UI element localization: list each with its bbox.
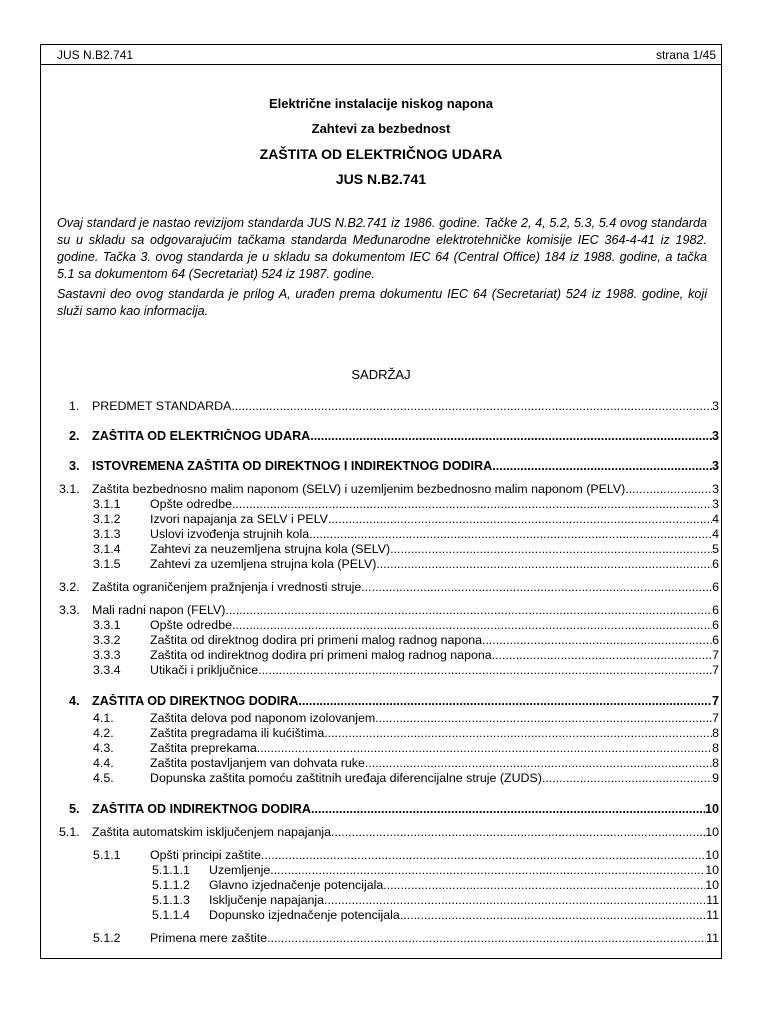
toc-page: 3 — [712, 399, 719, 413]
toc-title: Zaštita bezbednosno malim naponom (SELV) i uzemljenim bezbednosno malim naponom (PELV) — [92, 482, 626, 496]
toc-title: ISTOVREMENA ZAŠTITA OD DIREKTNOG I INDIREKTNOG DODIRA — [92, 459, 493, 473]
toc-page: 6 — [712, 557, 719, 571]
toc-title: Zahtevi za neuzemljena strujna kola (SELV) — [150, 542, 391, 556]
standard-code: JUS N.B2.741 — [57, 48, 134, 62]
toc-title: Zaštita pregradama ili kućištima — [150, 726, 325, 740]
toc-num: 4.2. — [93, 726, 114, 740]
toc-page: 7 — [712, 648, 719, 662]
toc-page: 6 — [712, 618, 719, 632]
toc-num: 5.1. — [59, 825, 80, 839]
toc-num: 5.1.1.4 — [152, 908, 190, 922]
toc-num: 3. — [69, 459, 80, 473]
toc-title: Zaštita delova pod naponom izolovanjem — [150, 711, 376, 725]
toc-page: 4 — [712, 527, 719, 541]
toc-title: Zaštita od indirektnog dodira pri primeni malog radnog napona — [150, 648, 492, 662]
toc-title: Zaštita ograničenjem pražnjenja i vrednosti struje — [92, 580, 362, 594]
page-header — [41, 45, 721, 65]
toc-page: 11 — [706, 908, 719, 922]
toc-num: 3.1.4 — [93, 542, 121, 556]
toc-title: Dopunsko izjednačenje potencijala — [209, 908, 400, 922]
title-line-2: Zahtevi za bezbednost — [311, 121, 451, 136]
toc-num: 5.1.1 — [93, 848, 121, 862]
toc-title: Uzemljenje — [209, 863, 271, 877]
toc-page: 10 — [705, 825, 719, 839]
toc-num: 3.1.2 — [93, 512, 121, 526]
title-line-3: ZAŠTITA OD ELEKTRIČNOG UDARA — [259, 146, 503, 162]
toc-title: Primena mere zaštite — [150, 931, 268, 945]
toc-num: 3.2. — [59, 580, 80, 594]
toc-page: 10 — [705, 878, 719, 892]
toc-num: 5. — [69, 802, 80, 816]
toc-page: 6 — [712, 603, 719, 617]
toc-title: Zaštita automatskim isključenjem napajanja — [92, 825, 331, 839]
toc-num: 3.3. — [59, 603, 80, 617]
toc-page: 8 — [712, 726, 719, 740]
toc-page: 9 — [712, 771, 719, 785]
toc-num: 1. — [69, 399, 80, 413]
toc-page: 5 — [712, 542, 719, 556]
intro-paragraph-2: Sastavni deo ovog standarda je prilog A, urađen prema dokumentu IEC 64 (Secretariat) 524 iz 1988. godine, koji služi samo kao informacija. — [57, 287, 707, 318]
toc-page: 8 — [712, 741, 719, 755]
toc-title: Zaštita postavljanjem van dohvata ruke — [150, 756, 365, 770]
title-line-4: JUS N.B2.741 — [335, 171, 427, 187]
toc-title: ZAŠTITA OD ELEKTRIČNOG UDARA — [92, 429, 311, 443]
toc-heading: SADRŽAJ — [351, 367, 411, 382]
toc-page: 7 — [711, 694, 719, 708]
toc-title: Isključenje napajanja — [209, 893, 325, 907]
toc-num: 4.1. — [93, 711, 114, 725]
toc-title: Opšte odredbe — [150, 618, 232, 632]
toc-num: 3.3.3 — [93, 648, 121, 662]
toc-title: Zaštita preprekama — [150, 741, 257, 755]
toc-num: 4.3. — [93, 741, 114, 755]
toc-page: 7 — [712, 663, 719, 677]
toc-page: 6 — [712, 580, 719, 594]
toc-num: 3.3.4 — [93, 663, 121, 677]
page-number: strana 1/45 — [655, 48, 716, 62]
toc-title: Dopunska zaštita pomoću zaštitnih uređaja diferencijalne struje (ZUDS) — [150, 771, 542, 785]
toc-title: Glavno izjednačenje potencijala — [209, 878, 384, 892]
toc-title: Uslovi izvođenja strujnih kola — [150, 527, 310, 541]
title-block — [41, 95, 721, 195]
toc-num: 3.3.1 — [93, 618, 121, 632]
intro-paragraph-1: Ovaj standard je nastao revizijom standarda JUS N.B2.741 iz 1986. godine. Tačke 2, 4, 5.2, 5.3, 5.4 ovog standarda su u skladu sa odgovarajućim tačkama standarda Međunarodne elektrotehničke komisije IEC 364-4-41 iz 1982. godine. Tačka 3. ovog standarda je u skladu sa dokumentom IEC 64 (Central Office) 184 iz 1988. godine, a tačka 5.1 sa dokumentom 64 (Secretariat) 524 iz 1987. godine. — [57, 216, 707, 281]
toc-num: 5.1.2 — [93, 931, 121, 945]
title-line-1: Električne instalacije niskog napona — [269, 96, 493, 111]
toc-num: 3.1.1 — [93, 497, 121, 511]
toc-title: Opšti principi zaštite — [150, 848, 261, 862]
toc-page: 3 — [712, 482, 719, 496]
toc-num: 3.1.5 — [93, 557, 121, 571]
toc-title: Utikači i priključnice — [150, 663, 259, 677]
toc-num: 5.1.1.2 — [152, 878, 190, 892]
toc-num: 5.1.1.3 — [152, 893, 190, 907]
toc-page: 11 — [706, 931, 719, 945]
toc-page: 6 — [712, 633, 719, 647]
toc-title: PREDMET STANDARDA — [92, 399, 232, 413]
toc-num: 4.4. — [93, 756, 114, 770]
toc-page: 7 — [712, 711, 719, 725]
toc-page: 10 — [704, 802, 719, 816]
toc-page: 3 — [711, 459, 719, 473]
toc-page: 3 — [711, 429, 719, 443]
toc-num: 2. — [69, 429, 80, 443]
toc-page: 10 — [705, 848, 719, 862]
toc-title: Mali radni napon (FELV) — [92, 603, 226, 617]
toc-title: ZAŠTITA OD DIREKTNOG DODIRA — [92, 694, 299, 708]
toc-num: 3.1. — [59, 482, 80, 496]
toc-num: 3.1.3 — [93, 527, 121, 541]
toc-title: ZAŠTITA OD INDIREKTNOG DODIRA — [92, 802, 311, 816]
toc-page: 4 — [712, 512, 719, 526]
toc-page: 3 — [712, 497, 719, 511]
toc-num: 4.5. — [93, 771, 114, 785]
toc-page: 8 — [712, 756, 719, 770]
document-page — [40, 44, 722, 959]
toc-title: Zaštita od direktnog dodira pri primeni malog radnog napona — [150, 633, 482, 647]
toc-num: 4. — [69, 694, 80, 708]
toc-num: 3.3.2 — [93, 633, 121, 647]
toc-title: Zahtevi za uzemljena strujna kola (PELV) — [150, 557, 377, 571]
toc-page: 10 — [705, 863, 719, 877]
toc-num: 5.1.1.1 — [152, 863, 190, 877]
toc-title: Izvori napajanja za SELV i PELV — [150, 512, 328, 526]
toc-page: 11 — [706, 893, 719, 907]
toc-title: Opšte odredbe — [150, 497, 232, 511]
